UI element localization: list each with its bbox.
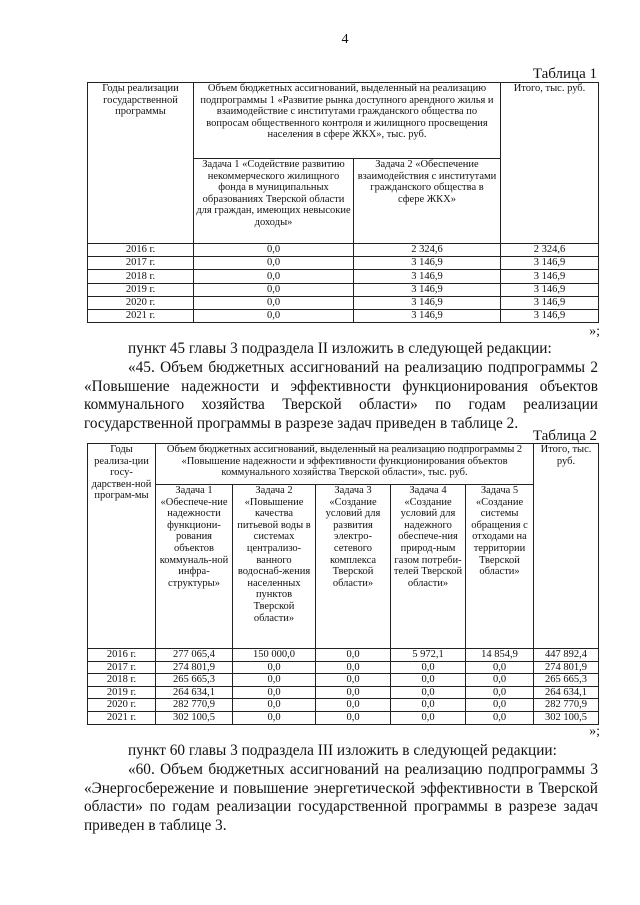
table2-row	[88, 649, 599, 662]
table1-value-cell: 3 146,9	[501, 283, 599, 296]
table1-row	[88, 283, 599, 296]
table2-value-cell: 5 972,1	[391, 649, 466, 662]
table1-value-cell: 0,0	[194, 309, 354, 322]
table2-value-cell: 0,0	[466, 686, 534, 699]
section-45-intro: пункт 45 главы 3 подраздела II изложить в следующей редакции:	[128, 340, 552, 357]
table2-value-cell: 0,0	[391, 699, 466, 712]
table1-value-cell: 0,0	[194, 270, 354, 283]
table2-value-cell: 0,0	[316, 699, 391, 712]
table1-year-cell: 2021 г.	[88, 309, 194, 322]
table2-row	[88, 661, 599, 674]
table1-value-cell: 0,0	[194, 283, 354, 296]
table1-value-cell: 2 324,6	[354, 244, 501, 257]
table2-year-cell: 2017 г.	[88, 661, 156, 674]
table2-header-task3: Задача 3 «Создание условий для развития электро-сетевого комплекса Тверской области»	[316, 485, 391, 649]
table2-header-task4: Задача 4 «Создание условий для надежного обеспече-ния природ-ным газом потреби-телей Тверской области»	[391, 485, 466, 649]
table2-year-cell: 2020 г.	[88, 699, 156, 712]
table2-value-cell: 0,0	[233, 661, 316, 674]
table2-header-task5: Задача 5 «Создание системы обращения с отходами на территории Тверской области»	[466, 485, 534, 649]
table2-value-cell: 0,0	[466, 699, 534, 712]
table2-row	[88, 699, 599, 712]
table2-value-cell: 0,0	[316, 711, 391, 724]
table2-year-cell: 2019 г.	[88, 686, 156, 699]
table2-value-cell: 0,0	[233, 686, 316, 699]
table2	[87, 443, 599, 725]
table2-value-cell: 274 801,9	[534, 661, 599, 674]
table2-row	[88, 686, 599, 699]
table2-value-cell: 0,0	[316, 661, 391, 674]
table2-value-cell: 264 634,1	[534, 686, 599, 699]
table2-value-cell: 282 770,9	[156, 699, 233, 712]
table1-value-cell: 3 146,9	[501, 309, 599, 322]
table1-row	[88, 270, 599, 283]
table1-value-cell: 3 146,9	[501, 270, 599, 283]
table1-value-cell: 0,0	[194, 296, 354, 309]
table1-header-years: Годы реализации государственной программы	[88, 83, 194, 244]
table2-value-cell: 0,0	[391, 674, 466, 687]
table2-value-cell: 0,0	[233, 674, 316, 687]
table2-value-cell: 0,0	[316, 686, 391, 699]
table2-value-cell: 282 770,9	[534, 699, 599, 712]
page-number: 4	[341, 32, 349, 47]
table1-header-total: Итого, тыс. руб.	[501, 83, 599, 244]
table1-value-cell: 3 146,9	[354, 296, 501, 309]
table2-value-cell: 0,0	[233, 699, 316, 712]
table2-label: Таблица 2	[532, 428, 597, 444]
table2-closing: »;	[589, 724, 600, 739]
section-60-text: «60. Объем бюджетных ассигнований на реализацию подпрограммы 3 «Энергосбережение и повышение энергетической эффективности в Тверской области» по годам реализации государственной программы в разрезе задач приведен в таблице 3.	[84, 760, 598, 835]
table1-label: Таблица 1	[532, 66, 597, 82]
table1-year-cell: 2020 г.	[88, 296, 194, 309]
table2-row	[88, 711, 599, 724]
table1-value-cell: 3 146,9	[354, 283, 501, 296]
table2-value-cell: 302 100,5	[534, 711, 599, 724]
section-45	[84, 340, 598, 434]
section-60-intro: пункт 60 главы 3 подраздела III изложить в следующей редакции:	[128, 742, 557, 759]
table1-value-cell: 0,0	[194, 244, 354, 257]
table2-value-cell: 0,0	[466, 674, 534, 687]
table2-header-main: Объем бюджетных ассигнований, выделенный на реализацию подпрограммы 2 «Повышение надежности и эффективности функционирования объектов коммунального хозяйства Тверской области», тыс. руб.	[156, 444, 534, 485]
table2-header-years: Годы реализа-ции госу-дарствен-ной програм-мы	[88, 444, 156, 649]
table2-value-cell: 265 665,3	[156, 674, 233, 687]
section-60	[84, 742, 598, 836]
table1-year-cell: 2017 г.	[88, 257, 194, 270]
table2-value-cell: 0,0	[466, 661, 534, 674]
section-45-text: «45. Объем бюджетных ассигнований на реализацию подпрограммы 2 «Повышение надежности и эффективности функционирования объектов коммунального хозяйства Тверской области» по годам реализации государственной программы в разрезе задач приведен в таблице 2.	[84, 358, 598, 433]
table1	[87, 82, 599, 323]
table1-value-cell: 2 324,6	[501, 244, 599, 257]
table2-value-cell: 265 665,3	[534, 674, 599, 687]
table1-year-cell: 2016 г.	[88, 244, 194, 257]
table2-header-task2: Задача 2 «Повышение качества питьевой воды в системах централизо-ванного водоснаб-жения населенных пунктов Тверской области»	[233, 485, 316, 649]
table2-value-cell: 0,0	[391, 711, 466, 724]
table1-row	[88, 296, 599, 309]
table1-year-cell: 2019 г.	[88, 283, 194, 296]
table1-value-cell: 0,0	[194, 257, 354, 270]
table2-value-cell: 0,0	[391, 686, 466, 699]
table2-header-task1: Задача 1 «Обеспече-ние надежности функциони-рования объектов коммуналь-ной инфра-структуры»	[156, 485, 233, 649]
table1-year-cell: 2018 г.	[88, 270, 194, 283]
table2-value-cell: 14 854,9	[466, 649, 534, 662]
table2-value-cell: 264 634,1	[156, 686, 233, 699]
table2-year-cell: 2016 г.	[88, 649, 156, 662]
table1-row	[88, 244, 599, 257]
table2-row	[88, 674, 599, 687]
table2-value-cell: 302 100,5	[156, 711, 233, 724]
table1-value-cell: 3 146,9	[354, 309, 501, 322]
table2-value-cell: 0,0	[233, 711, 316, 724]
table2-value-cell: 274 801,9	[156, 661, 233, 674]
table2-year-cell: 2018 г.	[88, 674, 156, 687]
table2-value-cell: 0,0	[466, 711, 534, 724]
table1-closing: »;	[589, 324, 600, 339]
table1-header-main: Объем бюджетных ассигнований, выделенный на реализацию подпрограммы 1 «Развитие рынка доступного арендного жилья и взаимодействие с институтами гражданского общества по вопросам общественного контроля и жилищного просвещения населения в сфере ЖКХ», тыс. руб.	[194, 83, 501, 159]
table2-value-cell: 277 065,4	[156, 649, 233, 662]
table1-value-cell: 3 146,9	[501, 257, 599, 270]
table1-value-cell: 3 146,9	[354, 257, 501, 270]
table2-year-cell: 2021 г.	[88, 711, 156, 724]
table1-row	[88, 257, 599, 270]
table1-value-cell: 3 146,9	[354, 270, 501, 283]
table1-header-task2: Задача 2 «Обеспечение взаимодействия с институтами гражданского общества в сфере ЖКХ»	[354, 159, 501, 244]
table1-row	[88, 309, 599, 322]
table2-value-cell: 150 000,0	[233, 649, 316, 662]
table2-value-cell: 447 892,4	[534, 649, 599, 662]
table2-value-cell: 0,0	[316, 674, 391, 687]
table2-value-cell: 0,0	[316, 649, 391, 662]
table1-header-task1: Задача 1 «Содействие развитию некоммерческого жилищного фонда в муниципальных образованиях Тверской области для граждан, имеющих невысокие доходы»	[194, 159, 354, 244]
table2-value-cell: 0,0	[391, 661, 466, 674]
table1-value-cell: 3 146,9	[501, 296, 599, 309]
table2-header-total: Итого, тыс. руб.	[534, 444, 599, 649]
